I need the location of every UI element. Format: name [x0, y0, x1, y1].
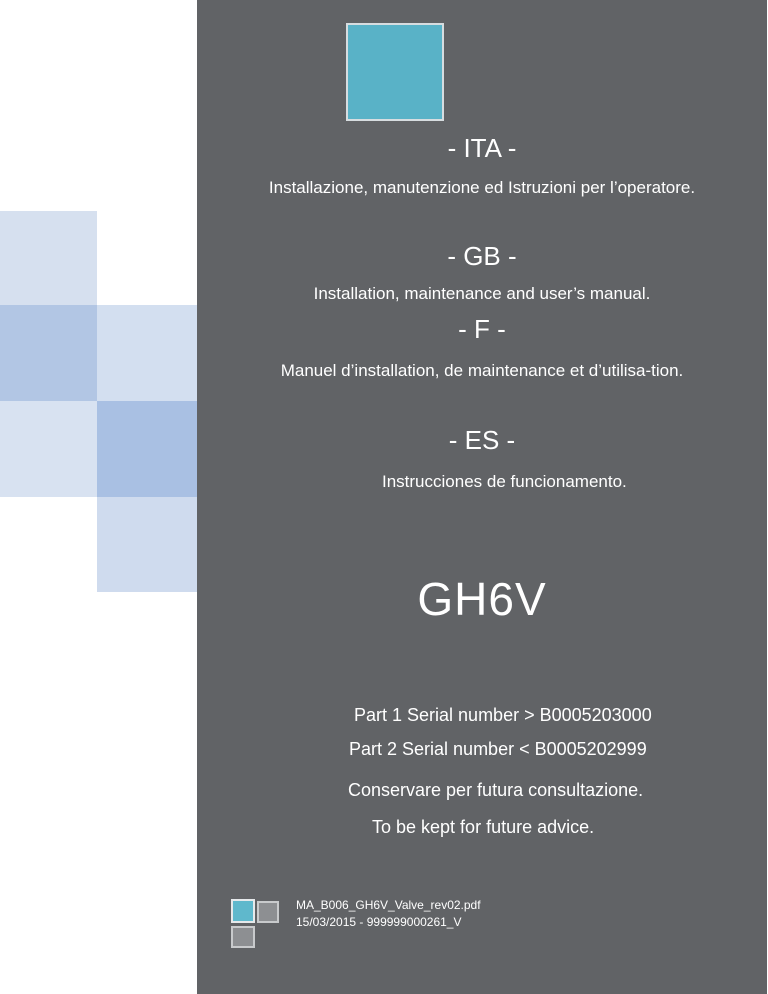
lang-desc-gb: Installation, maintenance and user’s manual.: [313, 284, 651, 303]
model-title: GH6V: [417, 573, 547, 625]
lang-heading-f: - F -: [458, 314, 506, 344]
footer-filename: MA_B006_GH6V_Valve_rev02.pdf: [296, 898, 481, 912]
serial-part-2: Part 2 Serial number < B0005202999: [349, 739, 647, 759]
logo-icon: [257, 901, 279, 923]
lang-desc-es: Instrucciones de funcionamento.: [382, 472, 627, 491]
footer-date-code: 15/03/2015 - 999999000261_V: [296, 915, 462, 929]
decorative-square: [97, 305, 197, 401]
decorative-square: [0, 305, 97, 401]
lang-desc-ita: Installazione, manutenzione ed Istruzioni per l’operatore.: [268, 178, 696, 197]
decorative-square: [97, 401, 197, 497]
cover-panel: [197, 0, 767, 994]
lang-heading-ita: - ITA -: [447, 133, 517, 163]
decorative-square: [97, 497, 197, 592]
lang-desc-f: Manuel d’installation, de maintenance et d’utilisa-tion.: [280, 361, 684, 380]
logo-icon: [231, 899, 255, 923]
decorative-square: [0, 211, 97, 305]
decorative-square: [0, 401, 97, 497]
note-italian: Conservare per futura consultazione.: [348, 780, 644, 800]
accent-square: [346, 23, 444, 121]
lang-heading-es: - ES -: [448, 425, 516, 455]
lang-heading-gb: - GB -: [447, 241, 517, 271]
logo-icon: [231, 926, 255, 948]
note-english: To be kept for future advice.: [372, 817, 595, 837]
serial-part-1: Part 1 Serial number > B0005203000: [354, 705, 652, 725]
